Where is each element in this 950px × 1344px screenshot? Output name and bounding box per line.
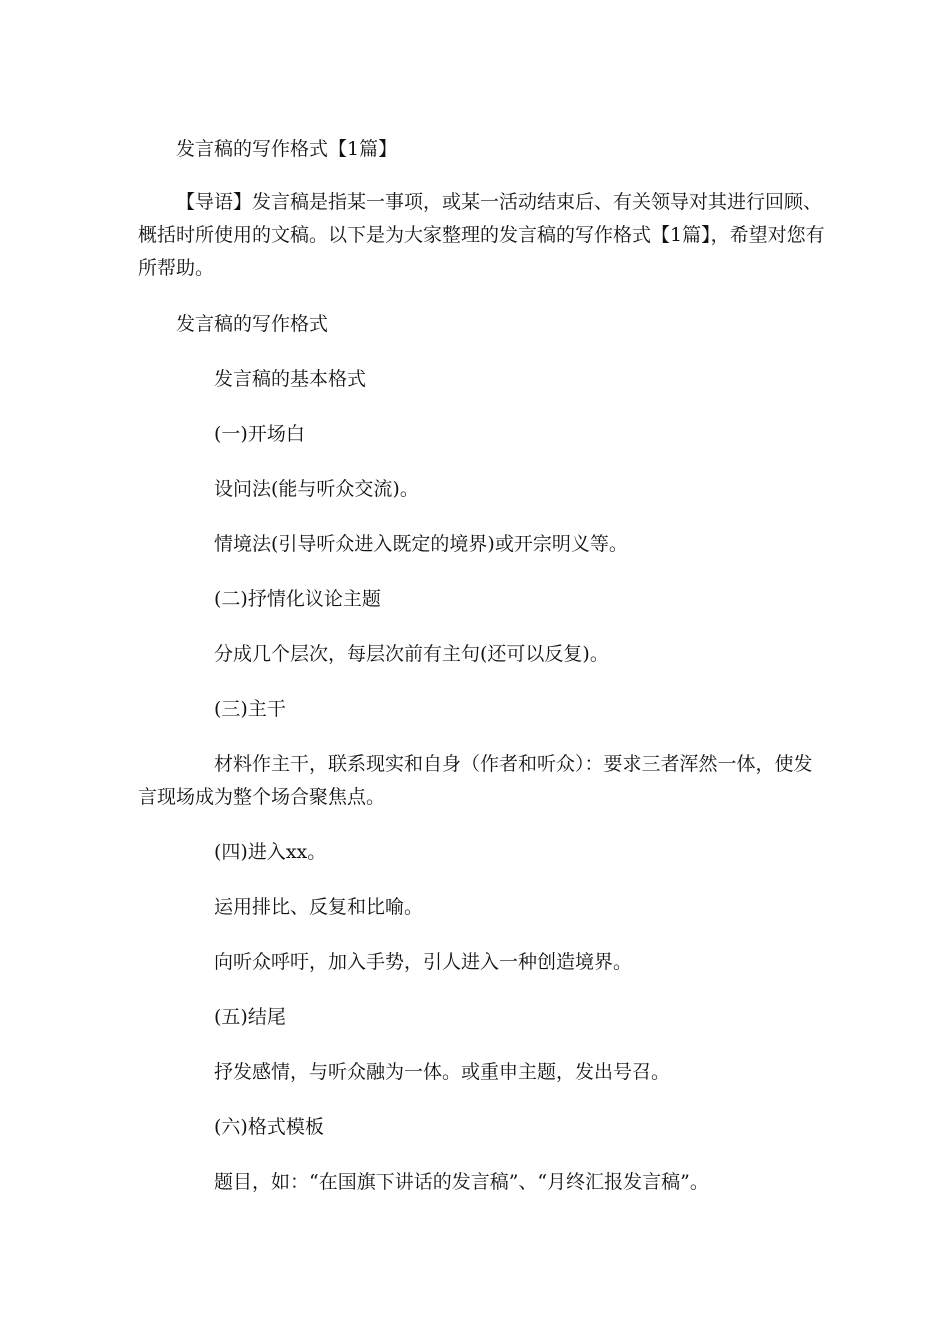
paragraph: 情境法(引导听众进入既定的境界)或开宗明义等。 [214,533,628,555]
heading-main-body: (三)主干 [214,698,286,720]
heading-template: (六)格式模板 [214,1116,324,1138]
paragraph: 向听众呼吁，加入手势，引人进入一种创造境界。 [214,951,633,973]
subheading-basic-format: 发言稿的基本格式 [214,368,367,390]
paragraph: 抒发感情，与听众融为一体。或重申主题，发出号召。 [214,1061,671,1083]
paragraph: 材料作主干，联系现实和自身（作者和听众）：要求三者浑然一体，使发言现场成为整个场合聚焦点。 [138,753,813,808]
paragraph: 分成几个层次，每层次前有主句(还可以反复)。 [214,643,609,665]
heading-theme: (二)抒情化议论主题 [214,588,381,610]
intro-paragraph: 【导语】发言稿是指某一事项，或某一活动结束后、有关领导对其进行回顾、概括时所使用的文稿。以下是为大家整理的发言稿的写作格式【1篇】，希望对您有所帮助。 [138,191,825,279]
paragraph: 设问法(能与听众交流)。 [214,478,419,500]
document-title: 发言稿的写作格式【1篇】 [176,138,398,160]
heading-opening: (一)开场白 [214,423,305,445]
paragraph: 运用排比、反复和比喻。 [214,896,424,918]
heading-ending: (五)结尾 [214,1006,286,1028]
paragraph: 题目，如：“在国旗下讲话的发言稿”、“月终汇报发言稿”。 [214,1171,709,1193]
section-heading: 发言稿的写作格式 [176,313,329,335]
heading-enter: (四)进入xx。 [214,841,327,863]
